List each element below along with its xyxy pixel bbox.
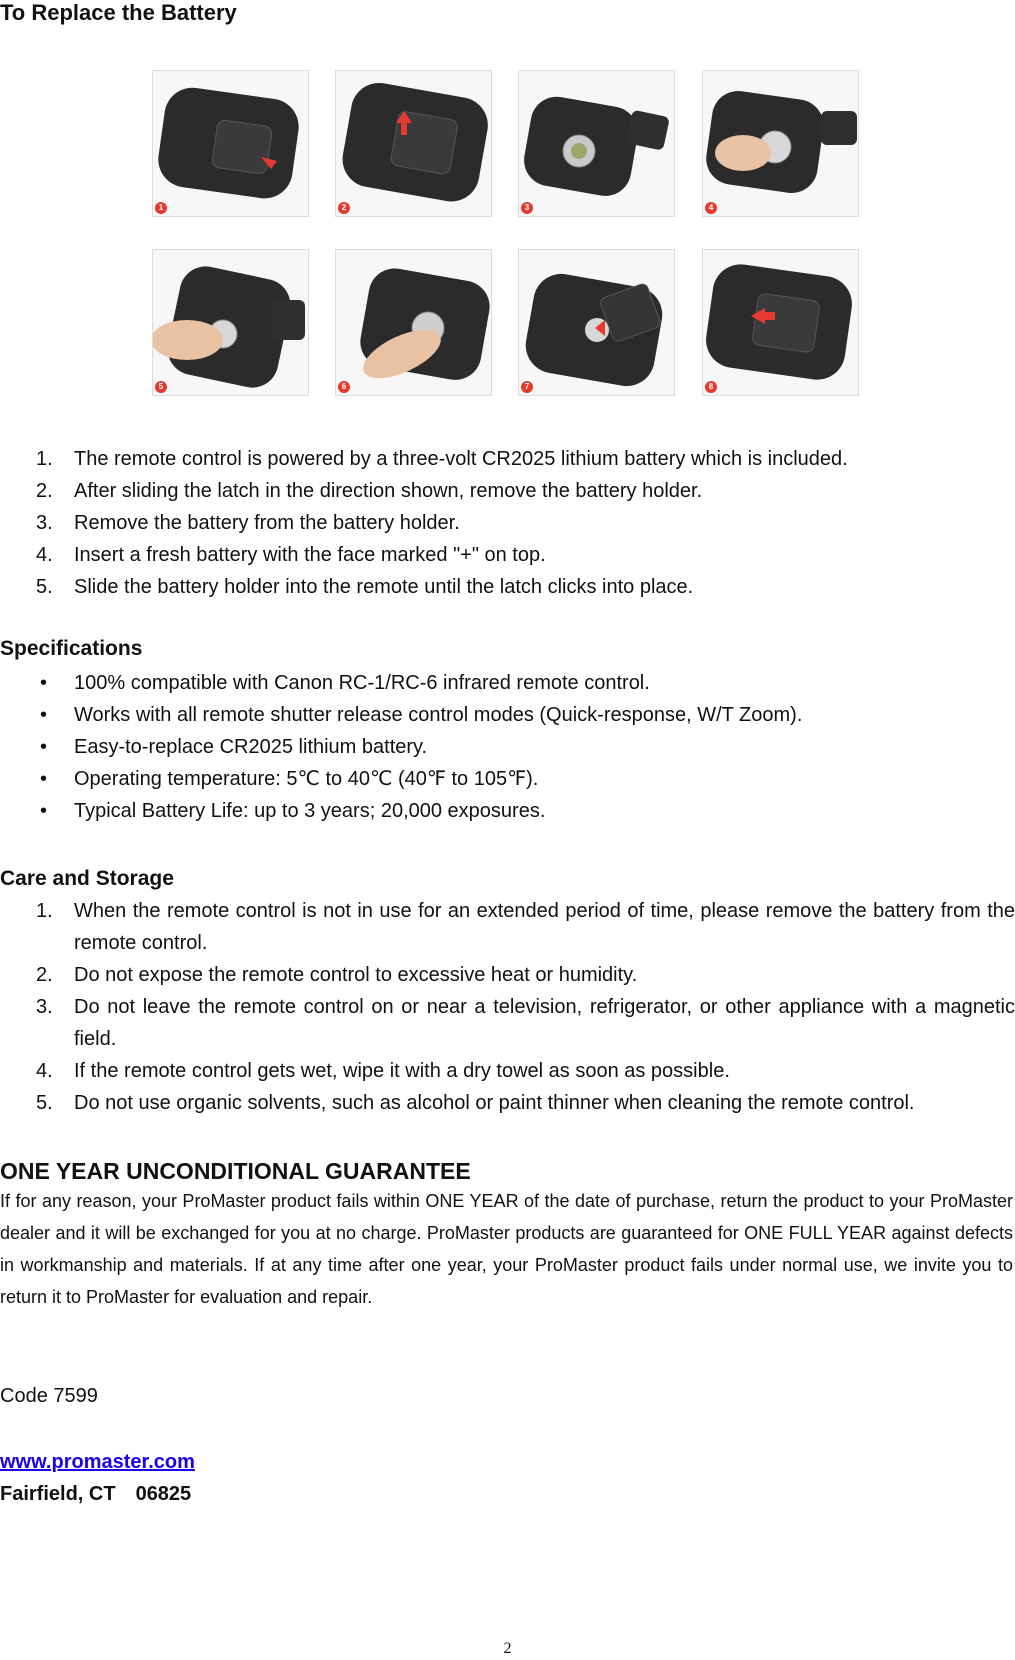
item-number: 4. xyxy=(36,1060,53,1082)
item-text: Insert a fresh battery with the face marked "+" on top. xyxy=(74,544,546,566)
battery-replacement-photo-grid xyxy=(152,70,862,398)
item-text: Typical Battery Life: up to 3 years; 20,000 exposures. xyxy=(74,800,546,822)
address: Fairfield, CT 06825 xyxy=(0,1483,192,1505)
latch-close-icon xyxy=(703,250,858,395)
section-title-replace-battery: To Replace the Battery xyxy=(0,0,237,25)
item-text: Do not leave the remote control on or near a television, refrigerator, or other appliance with a magnetic field. xyxy=(74,996,1015,1050)
step-badge: 3 xyxy=(521,202,533,214)
list-item xyxy=(0,443,1015,475)
product-code: Code 7599 xyxy=(0,1385,98,1407)
bullet-icon: • xyxy=(40,800,48,822)
list-item xyxy=(0,895,1015,959)
care-storage-list xyxy=(0,895,1015,1119)
bullet-icon: • xyxy=(40,672,48,694)
item-text: Remove the battery from the battery holder. xyxy=(74,512,460,534)
step-badge: 5 xyxy=(155,381,167,393)
photo-step-8 xyxy=(702,249,859,396)
item-number: 2. xyxy=(36,964,53,986)
item-number: 2. xyxy=(36,480,53,502)
list-item xyxy=(0,763,1015,795)
photo-step-3 xyxy=(518,70,675,217)
remote-back-cover-slide-icon xyxy=(153,71,308,216)
list-item xyxy=(0,1055,1015,1087)
photo-step-6 xyxy=(335,249,492,396)
item-text: When the remote control is not in use for an extended period of time, please remove the battery from the remote control. xyxy=(74,900,1015,954)
item-number: 1. xyxy=(36,900,53,922)
photo-step-4 xyxy=(702,70,859,217)
item-number: 3. xyxy=(36,512,53,534)
battery-insertion-icon xyxy=(336,250,491,395)
replace-steps-list xyxy=(0,443,1015,603)
remote-latch-icon xyxy=(336,71,491,216)
item-text: 100% compatible with Canon RC-1/RC-6 infrared remote control. xyxy=(74,672,650,694)
specifications-heading: Specifications xyxy=(0,637,143,660)
website-link[interactable]: www.promaster.com xyxy=(0,1451,195,1473)
item-number: 5. xyxy=(36,1092,53,1114)
step-badge: 2 xyxy=(338,202,350,214)
battery-removal-finger-icon xyxy=(153,250,308,395)
item-number: 1. xyxy=(36,448,53,470)
item-text: The remote control is powered by a three-volt CR2025 lithium battery which is included. xyxy=(74,448,848,470)
item-text: After sliding the latch in the direction shown, remove the battery holder. xyxy=(74,480,703,502)
bullet-icon: • xyxy=(40,704,48,726)
photo-step-7 xyxy=(518,249,675,396)
bullet-icon: • xyxy=(40,768,48,790)
page-number: 2 xyxy=(503,1640,512,1657)
battery-holder-removed-icon xyxy=(519,71,674,216)
item-text: Do not use organic solvents, such as alcohol or paint thinner when cleaning the remote control. xyxy=(74,1092,915,1114)
item-number: 4. xyxy=(36,544,53,566)
care-storage-heading: Care and Storage xyxy=(0,867,174,890)
photo-step-1 xyxy=(152,70,309,217)
step-badge: 8 xyxy=(705,381,717,393)
list-item xyxy=(0,795,1015,827)
step-badge: 4 xyxy=(705,202,717,214)
step-badge: 6 xyxy=(338,381,350,393)
battery-removal-icon xyxy=(703,71,858,216)
list-item xyxy=(0,731,1015,763)
item-text: Operating temperature: 5℃ to 40℃ (40℉ to 105℉). xyxy=(74,768,539,790)
list-item xyxy=(0,991,1015,1055)
list-item xyxy=(0,667,1015,699)
item-number: 3. xyxy=(36,996,53,1018)
photo-step-2 xyxy=(335,70,492,217)
list-item xyxy=(0,539,1015,571)
list-item xyxy=(0,699,1015,731)
photo-step-5 xyxy=(152,249,309,396)
guarantee-heading: ONE YEAR UNCONDITIONAL GUARANTEE xyxy=(0,1158,471,1184)
specifications-list xyxy=(0,667,1015,827)
bullet-icon: • xyxy=(40,736,48,758)
list-item xyxy=(0,571,1015,603)
step-badge: 1 xyxy=(155,202,167,214)
item-number: 5. xyxy=(36,576,53,598)
list-item xyxy=(0,959,1015,991)
list-item xyxy=(0,507,1015,539)
list-item xyxy=(0,1087,1015,1119)
step-badge: 7 xyxy=(521,381,533,393)
item-text: Easy-to-replace CR2025 lithium battery. xyxy=(74,736,428,758)
guarantee-text: If for any reason, your ProMaster product fails within ONE YEAR of the date of purchase, return the product to your ProMaster dealer and it will be exchanged for you at no charge. ProMaster products are guaranteed for ONE FULL YEAR against defects in workmanship and materials. If at any time after one year, your ProMaster product fails under normal use, we invite you to return it to ProMaster for evaluation and repair. xyxy=(0,1191,1013,1307)
item-text: Do not expose the remote control to excessive heat or humidity. xyxy=(74,964,638,986)
list-item xyxy=(0,475,1015,507)
item-text: If the remote control gets wet, wipe it with a dry towel as soon as possible. xyxy=(74,1060,730,1082)
item-text: Works with all remote shutter release control modes (Quick-response, W/T Zoom). xyxy=(74,704,803,726)
battery-holder-insert-icon xyxy=(519,250,674,395)
item-text: Slide the battery holder into the remote until the latch clicks into place. xyxy=(74,576,694,598)
